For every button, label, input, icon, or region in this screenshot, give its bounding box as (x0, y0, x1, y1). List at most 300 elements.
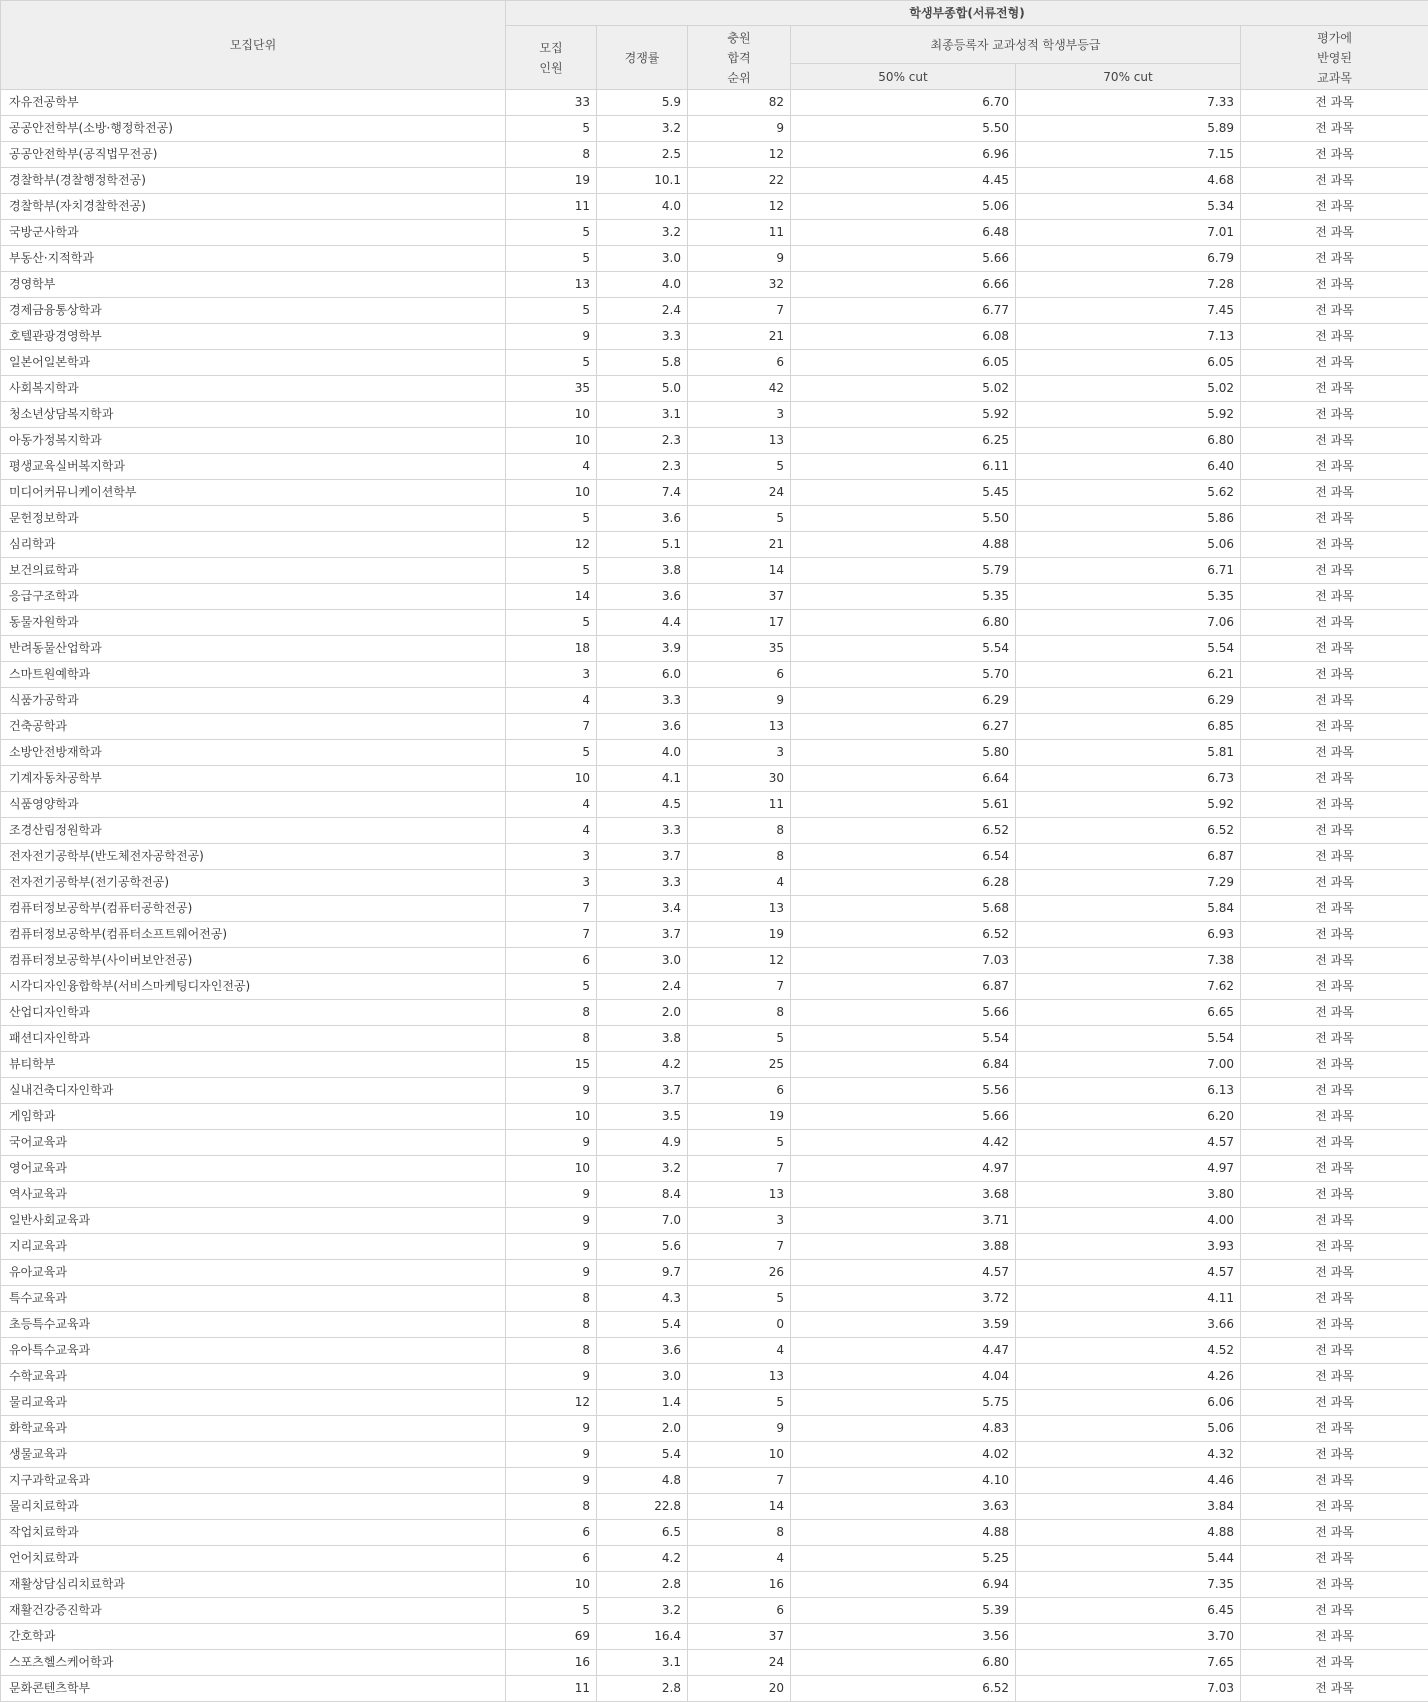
cell-cut70: 5.92 (1016, 402, 1241, 428)
cell-cut70: 4.00 (1016, 1208, 1241, 1234)
cell-competition: 3.2 (597, 116, 688, 142)
cell-competition: 5.4 (597, 1442, 688, 1468)
cell-cut70: 6.40 (1016, 454, 1241, 480)
cell-unit: 영어교육과 (1, 1156, 506, 1182)
cell-recruit: 4 (506, 792, 597, 818)
cell-competition: 4.1 (597, 766, 688, 792)
cell-waitlist: 9 (688, 1416, 791, 1442)
cell-cut50: 6.11 (791, 454, 1016, 480)
cell-recruit: 5 (506, 740, 597, 766)
cell-subjects: 전 과목 (1241, 376, 1428, 402)
cell-subjects: 전 과목 (1241, 1130, 1428, 1156)
cell-cut70: 7.01 (1016, 220, 1241, 246)
col-header-grade-group: 최종등록자 교과성적 학생부등급 (791, 26, 1241, 64)
table-row (1, 1234, 1428, 1260)
table-row (1, 688, 1428, 714)
cell-cut50: 5.50 (791, 116, 1016, 142)
table-row (1, 480, 1428, 506)
cell-subjects: 전 과목 (1241, 1078, 1428, 1104)
cell-competition: 5.6 (597, 1234, 688, 1260)
cell-subjects: 전 과목 (1241, 1624, 1428, 1650)
table-row (1, 662, 1428, 688)
cell-waitlist: 37 (688, 1624, 791, 1650)
cell-cut70: 7.62 (1016, 974, 1241, 1000)
cell-competition: 4.0 (597, 740, 688, 766)
cell-competition: 9.7 (597, 1260, 688, 1286)
cell-recruit: 3 (506, 662, 597, 688)
table-row (1, 272, 1428, 298)
cell-subjects: 전 과목 (1241, 766, 1428, 792)
cell-waitlist: 3 (688, 1208, 791, 1234)
cell-subjects: 전 과목 (1241, 610, 1428, 636)
cell-subjects: 전 과목 (1241, 558, 1428, 584)
cell-recruit: 9 (506, 1442, 597, 1468)
cell-recruit: 9 (506, 1468, 597, 1494)
cell-waitlist: 25 (688, 1052, 791, 1078)
cell-cut50: 5.66 (791, 246, 1016, 272)
cell-waitlist: 11 (688, 792, 791, 818)
cell-subjects: 전 과목 (1241, 1390, 1428, 1416)
col-header-waitlist: 충원 합격 순위 (688, 26, 791, 90)
cell-competition: 3.9 (597, 636, 688, 662)
table-row (1, 584, 1428, 610)
cell-competition: 2.3 (597, 454, 688, 480)
cell-waitlist: 37 (688, 584, 791, 610)
cell-recruit: 5 (506, 220, 597, 246)
cell-cut70: 5.54 (1016, 1026, 1241, 1052)
cell-competition: 4.9 (597, 1130, 688, 1156)
cell-cut50: 6.05 (791, 350, 1016, 376)
cell-cut50: 4.83 (791, 1416, 1016, 1442)
cell-recruit: 6 (506, 948, 597, 974)
cell-subjects: 전 과목 (1241, 870, 1428, 896)
cell-unit: 재활건강증진학과 (1, 1598, 506, 1624)
cell-cut50: 5.25 (791, 1546, 1016, 1572)
cell-subjects: 전 과목 (1241, 1338, 1428, 1364)
table-row (1, 714, 1428, 740)
cell-cut70: 5.54 (1016, 636, 1241, 662)
table-row (1, 1468, 1428, 1494)
cell-recruit: 8 (506, 1286, 597, 1312)
cell-unit: 기계자동차공학부 (1, 766, 506, 792)
cell-competition: 3.6 (597, 714, 688, 740)
cell-competition: 3.5 (597, 1104, 688, 1130)
cell-cut50: 5.02 (791, 376, 1016, 402)
cell-waitlist: 19 (688, 1104, 791, 1130)
cell-unit: 특수교육과 (1, 1286, 506, 1312)
cell-cut70: 4.57 (1016, 1260, 1241, 1286)
cell-cut70: 5.44 (1016, 1546, 1241, 1572)
cell-unit: 경찰학부(자치경찰학전공) (1, 194, 506, 220)
cell-cut50: 5.75 (791, 1390, 1016, 1416)
cell-subjects: 전 과목 (1241, 1364, 1428, 1390)
col-header-group: 학생부종합(서류전형) (506, 1, 1428, 26)
cell-competition: 16.4 (597, 1624, 688, 1650)
cell-cut70: 5.06 (1016, 532, 1241, 558)
cell-waitlist: 8 (688, 1520, 791, 1546)
cell-cut70: 7.65 (1016, 1650, 1241, 1676)
cell-cut70: 7.45 (1016, 298, 1241, 324)
cell-cut70: 6.80 (1016, 428, 1241, 454)
cell-recruit: 69 (506, 1624, 597, 1650)
cell-unit: 동물자원학과 (1, 610, 506, 636)
cell-unit: 간호학과 (1, 1624, 506, 1650)
table-row (1, 558, 1428, 584)
cell-unit: 평생교육실버복지학과 (1, 454, 506, 480)
cell-recruit: 9 (506, 1416, 597, 1442)
cell-cut50: 6.52 (791, 1676, 1016, 1702)
cell-waitlist: 8 (688, 818, 791, 844)
cell-cut70: 7.06 (1016, 610, 1241, 636)
cell-unit: 게임학과 (1, 1104, 506, 1130)
table-row (1, 194, 1428, 220)
cell-unit: 경영학부 (1, 272, 506, 298)
cell-unit: 문헌정보학과 (1, 506, 506, 532)
cell-waitlist: 20 (688, 1676, 791, 1702)
table-row (1, 948, 1428, 974)
table-row (1, 974, 1428, 1000)
cell-waitlist: 19 (688, 922, 791, 948)
cell-subjects: 전 과목 (1241, 922, 1428, 948)
cell-competition: 3.7 (597, 1078, 688, 1104)
cell-competition: 3.7 (597, 844, 688, 870)
table-row (1, 1104, 1428, 1130)
cell-recruit: 16 (506, 1650, 597, 1676)
cell-subjects: 전 과목 (1241, 740, 1428, 766)
cell-cut70: 3.93 (1016, 1234, 1241, 1260)
cell-competition: 6.5 (597, 1520, 688, 1546)
cell-unit: 보건의료학과 (1, 558, 506, 584)
cell-cut70: 4.26 (1016, 1364, 1241, 1390)
col-header-cut70: 70% cut (1016, 64, 1241, 90)
table-row (1, 740, 1428, 766)
table-row (1, 376, 1428, 402)
cell-cut70: 5.86 (1016, 506, 1241, 532)
cell-cut50: 5.70 (791, 662, 1016, 688)
cell-cut70: 6.21 (1016, 662, 1241, 688)
cell-competition: 3.3 (597, 818, 688, 844)
cell-waitlist: 14 (688, 558, 791, 584)
table-row (1, 1052, 1428, 1078)
cell-waitlist: 30 (688, 766, 791, 792)
cell-cut70: 6.05 (1016, 350, 1241, 376)
cell-unit: 전자전기공학부(전기공학전공) (1, 870, 506, 896)
cell-waitlist: 7 (688, 1156, 791, 1182)
cell-unit: 지리교육과 (1, 1234, 506, 1260)
cell-waitlist: 7 (688, 1468, 791, 1494)
cell-subjects: 전 과목 (1241, 974, 1428, 1000)
cell-cut70: 7.15 (1016, 142, 1241, 168)
cell-waitlist: 11 (688, 220, 791, 246)
cell-cut70: 7.13 (1016, 324, 1241, 350)
table-row (1, 1078, 1428, 1104)
table-row (1, 1208, 1428, 1234)
cell-waitlist: 13 (688, 714, 791, 740)
cell-subjects: 전 과목 (1241, 1520, 1428, 1546)
cell-recruit: 8 (506, 142, 597, 168)
table-row (1, 1676, 1428, 1702)
cell-recruit: 10 (506, 1156, 597, 1182)
cell-cut50: 4.57 (791, 1260, 1016, 1286)
table-body (1, 90, 1428, 1702)
cell-subjects: 전 과목 (1241, 1104, 1428, 1130)
cell-cut50: 6.08 (791, 324, 1016, 350)
cell-cut70: 4.57 (1016, 1130, 1241, 1156)
cell-competition: 2.0 (597, 1416, 688, 1442)
cell-unit: 자유전공학부 (1, 90, 506, 116)
cell-recruit: 7 (506, 714, 597, 740)
cell-cut70: 6.45 (1016, 1598, 1241, 1624)
cell-waitlist: 4 (688, 870, 791, 896)
cell-subjects: 전 과목 (1241, 714, 1428, 740)
cell-recruit: 8 (506, 1494, 597, 1520)
cell-cut70: 6.06 (1016, 1390, 1241, 1416)
cell-cut50: 4.04 (791, 1364, 1016, 1390)
cell-cut70: 6.79 (1016, 246, 1241, 272)
cell-unit: 스마트원예학과 (1, 662, 506, 688)
table-row (1, 324, 1428, 350)
cell-waitlist: 0 (688, 1312, 791, 1338)
cell-subjects: 전 과목 (1241, 272, 1428, 298)
cell-competition: 1.4 (597, 1390, 688, 1416)
cell-cut50: 6.27 (791, 714, 1016, 740)
table-row (1, 1442, 1428, 1468)
cell-cut50: 5.61 (791, 792, 1016, 818)
cell-unit: 작업치료학과 (1, 1520, 506, 1546)
cell-waitlist: 12 (688, 142, 791, 168)
cell-recruit: 9 (506, 1364, 597, 1390)
cell-subjects: 전 과목 (1241, 1598, 1428, 1624)
cell-cut50: 3.63 (791, 1494, 1016, 1520)
cell-unit: 국방군사학과 (1, 220, 506, 246)
cell-subjects: 전 과목 (1241, 246, 1428, 272)
cell-unit: 패션디자인학과 (1, 1026, 506, 1052)
table-row (1, 454, 1428, 480)
cell-unit: 수학교육과 (1, 1364, 506, 1390)
cell-waitlist: 13 (688, 1364, 791, 1390)
table-row (1, 402, 1428, 428)
cell-recruit: 10 (506, 1104, 597, 1130)
cell-subjects: 전 과목 (1241, 1312, 1428, 1338)
cell-waitlist: 21 (688, 532, 791, 558)
cell-recruit: 9 (506, 324, 597, 350)
cell-subjects: 전 과목 (1241, 532, 1428, 558)
cell-cut70: 5.92 (1016, 792, 1241, 818)
cell-competition: 3.4 (597, 896, 688, 922)
table-row (1, 1572, 1428, 1598)
cell-cut50: 6.52 (791, 922, 1016, 948)
cell-subjects: 전 과목 (1241, 1546, 1428, 1572)
cell-competition: 4.0 (597, 272, 688, 298)
cell-recruit: 10 (506, 480, 597, 506)
cell-competition: 3.0 (597, 246, 688, 272)
cell-cut70: 6.73 (1016, 766, 1241, 792)
cell-waitlist: 26 (688, 1260, 791, 1286)
col-header-recruit: 모집 인원 (506, 26, 597, 90)
cell-waitlist: 5 (688, 1286, 791, 1312)
cell-recruit: 10 (506, 1572, 597, 1598)
cell-recruit: 9 (506, 1130, 597, 1156)
cell-subjects: 전 과목 (1241, 220, 1428, 246)
cell-recruit: 18 (506, 636, 597, 662)
cell-recruit: 3 (506, 844, 597, 870)
cell-recruit: 4 (506, 818, 597, 844)
cell-recruit: 9 (506, 1208, 597, 1234)
cell-subjects: 전 과목 (1241, 1260, 1428, 1286)
cell-subjects: 전 과목 (1241, 896, 1428, 922)
cell-unit: 건축공학과 (1, 714, 506, 740)
cell-cut70: 5.89 (1016, 116, 1241, 142)
cell-competition: 4.0 (597, 194, 688, 220)
col-header-subjects: 평가에 반영된 교과목 (1241, 26, 1428, 90)
cell-competition: 6.0 (597, 662, 688, 688)
cell-subjects: 전 과목 (1241, 1026, 1428, 1052)
table-header (1, 1, 1428, 90)
cell-unit: 응급구조학과 (1, 584, 506, 610)
cell-competition: 3.1 (597, 1650, 688, 1676)
table-row (1, 220, 1428, 246)
cell-unit: 국어교육과 (1, 1130, 506, 1156)
cell-recruit: 10 (506, 428, 597, 454)
table-row (1, 1156, 1428, 1182)
cell-waitlist: 4 (688, 1338, 791, 1364)
cell-unit: 심리학과 (1, 532, 506, 558)
cell-unit: 식품가공학과 (1, 688, 506, 714)
cell-waitlist: 3 (688, 402, 791, 428)
cell-cut70: 7.38 (1016, 948, 1241, 974)
cell-recruit: 5 (506, 506, 597, 532)
cell-unit: 청소년상담복지학과 (1, 402, 506, 428)
cell-recruit: 12 (506, 1390, 597, 1416)
cell-subjects: 전 과목 (1241, 298, 1428, 324)
cell-subjects: 전 과목 (1241, 844, 1428, 870)
cell-waitlist: 12 (688, 194, 791, 220)
cell-competition: 5.0 (597, 376, 688, 402)
cell-recruit: 5 (506, 350, 597, 376)
cell-waitlist: 7 (688, 298, 791, 324)
cell-competition: 5.1 (597, 532, 688, 558)
cell-unit: 공공안전학부(소방·행정학전공) (1, 116, 506, 142)
cell-cut70: 6.71 (1016, 558, 1241, 584)
cell-waitlist: 42 (688, 376, 791, 402)
cell-competition: 3.3 (597, 324, 688, 350)
cell-recruit: 5 (506, 610, 597, 636)
cell-cut50: 4.45 (791, 168, 1016, 194)
cell-unit: 소방안전방재학과 (1, 740, 506, 766)
cell-unit: 부동산·지적학과 (1, 246, 506, 272)
cell-recruit: 5 (506, 558, 597, 584)
cell-recruit: 13 (506, 272, 597, 298)
cell-cut70: 4.32 (1016, 1442, 1241, 1468)
table-row (1, 1390, 1428, 1416)
table-row (1, 506, 1428, 532)
cell-cut50: 4.97 (791, 1156, 1016, 1182)
cell-unit: 물리치료학과 (1, 1494, 506, 1520)
cell-competition: 7.4 (597, 480, 688, 506)
cell-subjects: 전 과목 (1241, 818, 1428, 844)
cell-waitlist: 24 (688, 480, 791, 506)
cell-cut70: 7.35 (1016, 1572, 1241, 1598)
cell-subjects: 전 과목 (1241, 1208, 1428, 1234)
cell-subjects: 전 과목 (1241, 1442, 1428, 1468)
cell-cut70: 4.11 (1016, 1286, 1241, 1312)
cell-subjects: 전 과목 (1241, 90, 1428, 116)
cell-waitlist: 13 (688, 896, 791, 922)
table-row (1, 142, 1428, 168)
table-row (1, 610, 1428, 636)
cell-waitlist: 13 (688, 428, 791, 454)
cell-waitlist: 10 (688, 1442, 791, 1468)
cell-cut50: 6.64 (791, 766, 1016, 792)
cell-unit: 전자전기공학부(반도체전자공학전공) (1, 844, 506, 870)
table-row (1, 1416, 1428, 1442)
cell-competition: 3.3 (597, 870, 688, 896)
cell-cut70: 4.68 (1016, 168, 1241, 194)
table-row (1, 428, 1428, 454)
cell-cut70: 5.06 (1016, 1416, 1241, 1442)
table-row (1, 818, 1428, 844)
cell-cut70: 3.70 (1016, 1624, 1241, 1650)
cell-recruit: 19 (506, 168, 597, 194)
cell-subjects: 전 과목 (1241, 584, 1428, 610)
cell-cut50: 3.68 (791, 1182, 1016, 1208)
cell-recruit: 8 (506, 1312, 597, 1338)
cell-subjects: 전 과목 (1241, 792, 1428, 818)
cell-unit: 스포츠헬스케어학과 (1, 1650, 506, 1676)
cell-recruit: 12 (506, 532, 597, 558)
cell-competition: 2.4 (597, 298, 688, 324)
cell-cut50: 5.79 (791, 558, 1016, 584)
cell-unit: 컴퓨터정보공학부(컴퓨터공학전공) (1, 896, 506, 922)
table-row (1, 1026, 1428, 1052)
table-row (1, 168, 1428, 194)
cell-recruit: 7 (506, 896, 597, 922)
cell-cut70: 4.88 (1016, 1520, 1241, 1546)
cell-subjects: 전 과목 (1241, 194, 1428, 220)
cell-cut50: 3.88 (791, 1234, 1016, 1260)
table-row (1, 636, 1428, 662)
cell-unit: 경찰학부(경찰행정학전공) (1, 168, 506, 194)
cell-competition: 5.4 (597, 1312, 688, 1338)
cell-cut70: 6.85 (1016, 714, 1241, 740)
cell-cut50: 6.52 (791, 818, 1016, 844)
cell-cut50: 6.66 (791, 272, 1016, 298)
cell-recruit: 6 (506, 1546, 597, 1572)
table-row (1, 1338, 1428, 1364)
cell-unit: 조경산림정원학과 (1, 818, 506, 844)
cell-cut70: 6.52 (1016, 818, 1241, 844)
cell-subjects: 전 과목 (1241, 402, 1428, 428)
cell-cut50: 6.80 (791, 610, 1016, 636)
cell-cut70: 4.97 (1016, 1156, 1241, 1182)
cell-waitlist: 4 (688, 1546, 791, 1572)
cell-recruit: 14 (506, 584, 597, 610)
cell-cut50: 3.56 (791, 1624, 1016, 1650)
cell-subjects: 전 과목 (1241, 480, 1428, 506)
cell-cut70: 3.66 (1016, 1312, 1241, 1338)
cell-cut70: 6.13 (1016, 1078, 1241, 1104)
cell-unit: 호텔관광경영학부 (1, 324, 506, 350)
cell-waitlist: 9 (688, 688, 791, 714)
cell-cut70: 3.84 (1016, 1494, 1241, 1520)
cell-cut50: 5.45 (791, 480, 1016, 506)
table-row (1, 896, 1428, 922)
cell-recruit: 5 (506, 974, 597, 1000)
table-row (1, 922, 1428, 948)
cell-cut70: 7.33 (1016, 90, 1241, 116)
cell-cut70: 6.29 (1016, 688, 1241, 714)
cell-waitlist: 22 (688, 168, 791, 194)
